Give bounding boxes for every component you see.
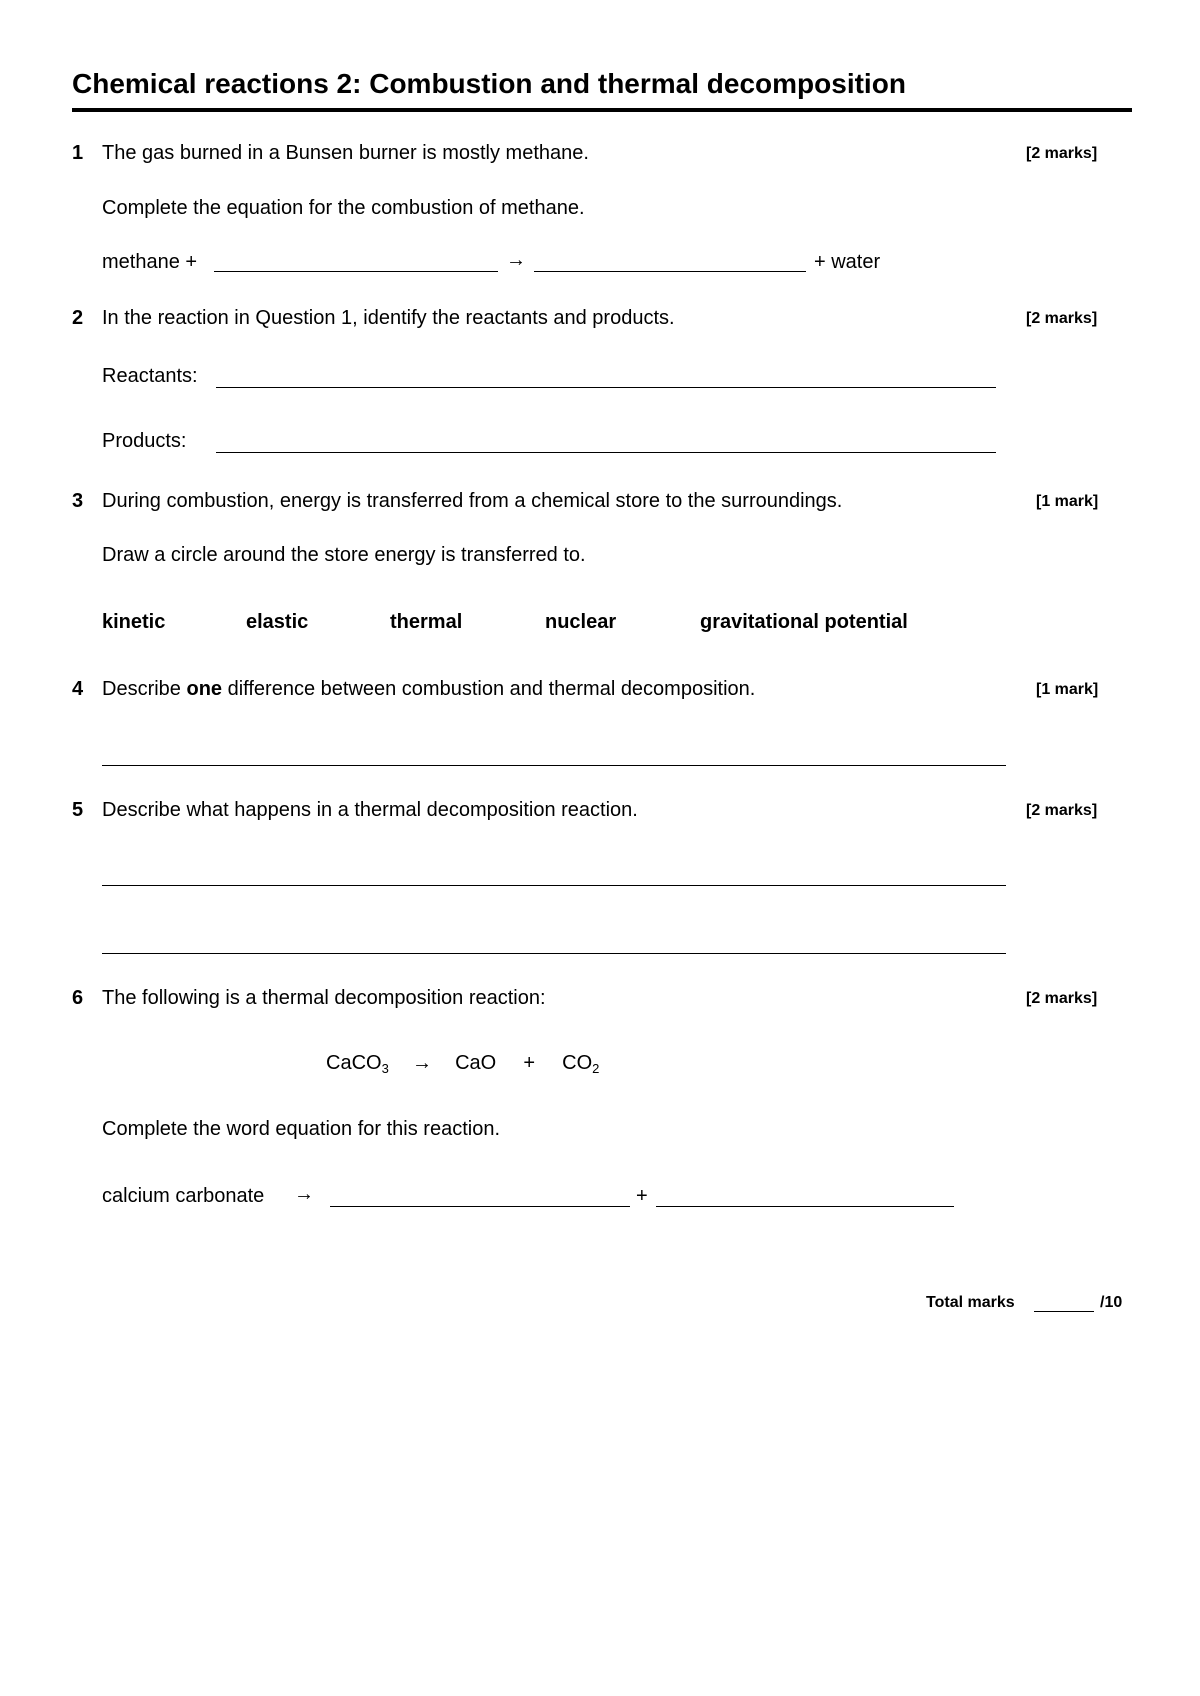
- chemical-formula-equation: [326, 1052, 599, 1075]
- reactant-formula-main: CaCO: [326, 1052, 382, 1074]
- option-gravitational-potential[interactable]: gravitational potential: [700, 611, 908, 633]
- title-rule: [72, 108, 1132, 112]
- word-equation-plus: +: [636, 1185, 648, 1207]
- products-answer-line[interactable]: [216, 452, 996, 453]
- product-2-formula: [562, 1052, 599, 1074]
- option-elastic[interactable]: elastic: [246, 611, 309, 633]
- products-label: Products:: [102, 430, 187, 452]
- question-4-marks: [1 mark]: [1036, 681, 1099, 698]
- option-thermal[interactable]: thermal: [390, 611, 463, 633]
- question-2-text: In the reaction in Question 1, identify the reactants and products.: [102, 307, 675, 329]
- question-1-equation-end: + water: [814, 251, 881, 273]
- question-4-number: 4: [72, 678, 84, 700]
- question-3-instruction: Draw a circle around the store energy is transferred to.: [102, 544, 586, 566]
- question-6-number: 6: [72, 987, 84, 1009]
- question-5-text: Describe what happens in a thermal decomposition reaction.: [102, 799, 638, 821]
- option-kinetic[interactable]: kinetic: [102, 611, 166, 633]
- reactants-label: Reactants:: [102, 365, 198, 387]
- total-marks-label: Total marks: [926, 1294, 1015, 1311]
- product-1-formula: CaO: [455, 1052, 497, 1074]
- word-equation-start: calcium carbonate: [102, 1185, 265, 1207]
- reactants-answer-line[interactable]: [216, 387, 996, 388]
- reactant-formula-subscript: 3: [381, 1061, 389, 1076]
- reactant-formula: [326, 1052, 389, 1074]
- question-6-text: The following is a thermal decomposition reaction:: [102, 987, 546, 1009]
- question-3-number: 3: [72, 490, 84, 512]
- question-2-marks: [2 marks]: [1026, 310, 1098, 327]
- question-1-text: The gas burned in a Bunsen burner is mostly methane.: [102, 142, 589, 164]
- product-2-formula-subscript: 2: [592, 1061, 600, 1076]
- question-4-text: [102, 678, 755, 701]
- page-title: Chemical reactions 2: Combustion and thermal decomposition: [72, 68, 906, 99]
- total-marks-blank[interactable]: [1034, 1311, 1094, 1312]
- formula-arrow: →: [411, 1052, 432, 1074]
- question-1-equation-start: methane +: [102, 251, 198, 273]
- question-1-answer-blank-1[interactable]: [214, 271, 498, 272]
- question-1-marks: [2 marks]: [1026, 145, 1098, 162]
- question-2-number: 2: [72, 307, 84, 329]
- question-1-arrow: →: [506, 249, 526, 271]
- question-1-number: 1: [72, 142, 84, 164]
- product-2-formula-main: CO: [562, 1052, 593, 1074]
- question-3-text: During combustion, energy is transferred from a chemical store to the surroundings.: [102, 490, 843, 512]
- question-6-marks: [2 marks]: [1026, 990, 1098, 1007]
- option-nuclear[interactable]: nuclear: [545, 611, 617, 633]
- question-4-text-after: difference between combustion and thermal decomposition.: [227, 678, 756, 700]
- question-4-emphasis: one: [186, 678, 223, 700]
- question-1-answer-blank-2[interactable]: [534, 271, 806, 272]
- question-5-answer-line-1[interactable]: [102, 885, 1006, 886]
- formula-plus: +: [523, 1052, 535, 1074]
- question-1-instruction: Complete the equation for the combustion of methane.: [102, 197, 585, 219]
- word-equation-blank-1[interactable]: [330, 1206, 630, 1207]
- question-5-answer-line-2[interactable]: [102, 953, 1006, 954]
- word-equation-arrow: →: [294, 1183, 314, 1205]
- question-3-marks: [1 mark]: [1036, 493, 1099, 510]
- question-5-number: 5: [72, 799, 84, 821]
- total-marks-out-of: /10: [1100, 1294, 1123, 1311]
- question-4-text-before: Describe: [102, 678, 181, 700]
- question-6-instruction: Complete the word equation for this reaction.: [102, 1118, 500, 1140]
- question-4-answer-line[interactable]: [102, 765, 1006, 766]
- question-5-marks: [2 marks]: [1026, 802, 1098, 819]
- word-equation-blank-2[interactable]: [656, 1206, 954, 1207]
